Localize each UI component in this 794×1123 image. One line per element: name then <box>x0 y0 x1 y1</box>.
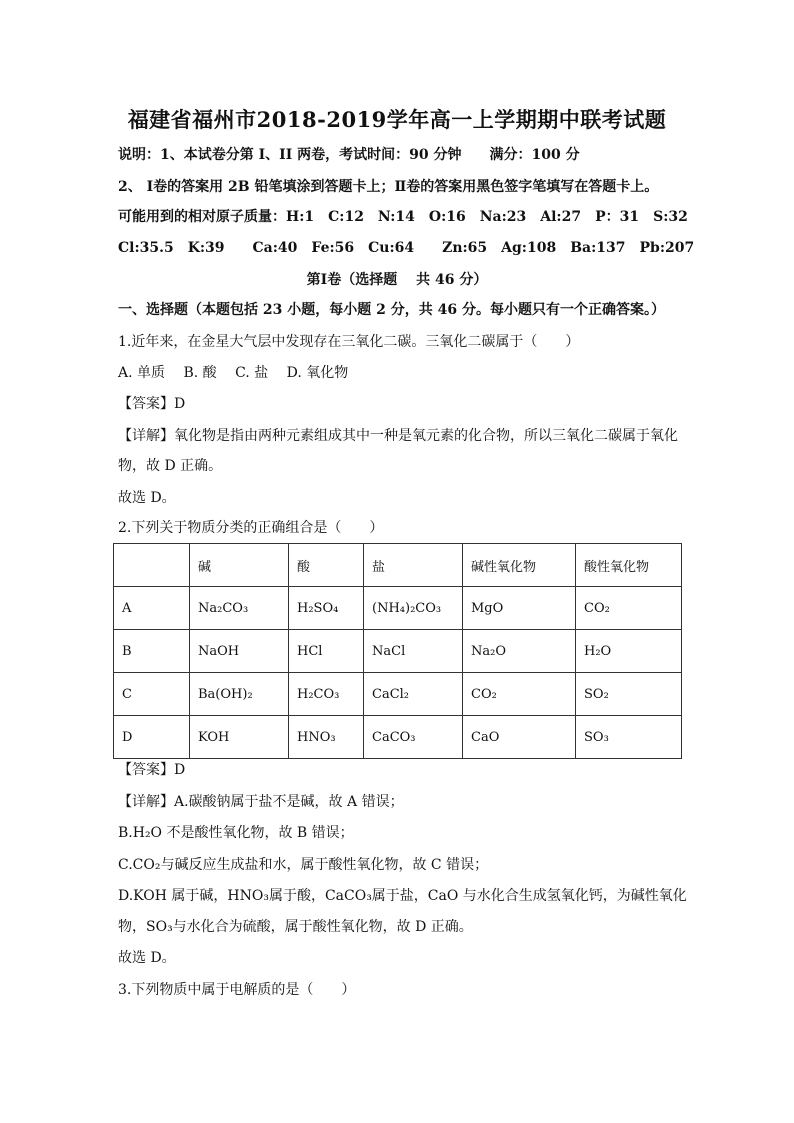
table-header-row <box>114 544 682 587</box>
section-intro: 一、选择题（本题包括 23 小题，每小题 2 分，共 46 分。每小题只有一个正确答案。） <box>118 302 665 318</box>
question-1-answer: 【答案】D <box>118 396 186 412</box>
table-cell: H₂SO₄ <box>289 587 364 630</box>
section-title: 第Ⅰ卷（选择题 共 46 分） <box>306 272 488 288</box>
table-row <box>114 673 682 716</box>
table-cell: C <box>114 673 190 716</box>
question-2-detail-c: C.CO₂与碱反应生成盐和水，属于酸性氧化物，故 C 错误； <box>118 857 489 873</box>
table-cell: D <box>114 716 190 759</box>
question-2-stem: 2.下列关于物质分类的正确组合是（ ） <box>118 520 384 536</box>
table-cell: MgO <box>463 587 576 630</box>
question-1-detail: 【详解】氧化物是指由两种元素组成其中一种是氧元素的化合物，所以三氧化二碳属于氧化 <box>118 428 678 444</box>
table-cell: SO₃ <box>576 716 682 759</box>
table-cell: KOH <box>190 716 289 759</box>
exam-instructions-1: 说明：1、本试卷分第 I、II 两卷，考试时间：90 分钟 满分：100 分 <box>118 147 580 163</box>
table-cell: SO₂ <box>576 673 682 716</box>
page-title: 福建省福州市2018-2019学年高一上学期期中联考试题 <box>127 107 667 132</box>
table-header-cell: 盐 <box>364 544 463 587</box>
table-cell: CaCO₃ <box>364 716 463 759</box>
question-1-options: A. 单质 B. 酸 C. 盐 D. 氧化物 <box>118 365 349 381</box>
table-cell: A <box>114 587 190 630</box>
question-2-detail-d-cont: 物，SO₃与水化合为硫酸，属于酸性氧化物，故 D 正确。 <box>118 919 473 935</box>
question-1-stem: 1.近年来，在金星大气层中发现存在三氧化二碳。三氧化二碳属于（ ） <box>118 334 580 350</box>
table-cell: Na₂O <box>463 630 576 673</box>
table-cell: CaCl₂ <box>364 673 463 716</box>
question-2-detail-d: D.KOH 属于碱，HNO₃属于酸，CaCO₃属于盐，CaO 与水化合生成氢氧化钙，为碱性氧化 <box>118 888 687 904</box>
table-cell: H₂O <box>576 630 682 673</box>
question-2-detail-a: 【详解】A.碳酸钠属于盐不是碱，故 A 错误； <box>118 794 404 810</box>
table-cell: NaOH <box>190 630 289 673</box>
table-header-cell: 碱 <box>190 544 289 587</box>
table-row <box>114 716 682 759</box>
question-1-detail-cont: 物，故 D 正确。 <box>118 458 223 474</box>
table-row <box>114 630 682 673</box>
table-cell: (NH₄)₂CO₃ <box>364 587 463 630</box>
table-cell: HCl <box>289 630 364 673</box>
table-cell: CO₂ <box>463 673 576 716</box>
question-2-conclusion: 故选 D。 <box>118 950 176 966</box>
table-cell: Ba(OH)₂ <box>190 673 289 716</box>
question-2-answer: 【答案】D <box>118 762 186 778</box>
question-1-conclusion: 故选 D。 <box>118 490 176 506</box>
question-3-stem: 3.下列物质中属于电解质的是（ ） <box>118 982 356 998</box>
table-header-cell: 碱性氧化物 <box>463 544 576 587</box>
table-header-cell <box>114 544 190 587</box>
table-row <box>114 587 682 630</box>
table-header-cell: 酸 <box>289 544 364 587</box>
table-header-cell: 酸性氧化物 <box>576 544 682 587</box>
question-2-detail-b: B.H₂O 不是酸性氧化物，故 B 错误； <box>118 825 354 841</box>
atomic-mass-line-2: Cl:35.5 K:39 Ca:40 Fe:56 Cu:64 Zn:65 Ag:108 Ba:137 Pb:207 <box>118 240 695 256</box>
table-cell: HNO₃ <box>289 716 364 759</box>
classification-table <box>113 543 682 759</box>
table-cell: H₂CO₃ <box>289 673 364 716</box>
table-cell: NaCl <box>364 630 463 673</box>
table-cell: CO₂ <box>576 587 682 630</box>
table-cell: B <box>114 630 190 673</box>
exam-instructions-2: 2、 Ⅰ卷的答案用 2B 铅笔填涂到答题卡上；Ⅱ卷的答案用黑色签字笔填写在答题卡上。 <box>118 179 659 195</box>
table-cell: CaO <box>463 716 576 759</box>
atomic-mass-line-1: 可能用到的相对原子质量：H:1 C:12 N:14 O:16 Na:23 Al:27 P：31 S:32 <box>118 209 688 225</box>
table-cell: Na₂CO₃ <box>190 587 289 630</box>
